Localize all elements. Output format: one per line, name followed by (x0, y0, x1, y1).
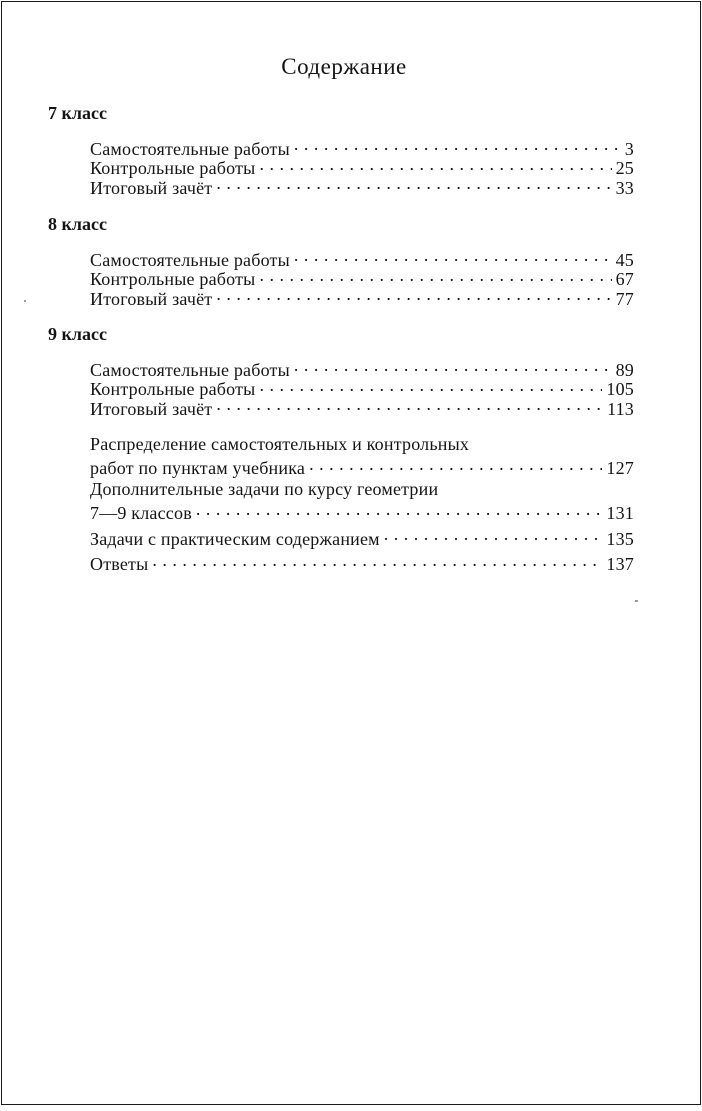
toc-entry (90, 356, 634, 380)
toc-entry (90, 266, 634, 289)
toc-entry-page: 127 (606, 458, 634, 478)
toc-entry-label: Самостоятельные работы (90, 138, 290, 159)
toc-entry-page: 77 (615, 288, 634, 309)
page (1, 1, 701, 1105)
toc-entry-page: 105 (606, 379, 634, 399)
toc-entry-label: Итоговый зачёт (90, 398, 213, 419)
section-heading-7: 7 класс (48, 103, 107, 123)
dot-leader (259, 376, 602, 396)
dot-leader (196, 500, 602, 520)
toc-entry (90, 155, 634, 178)
extra-entries (90, 434, 634, 574)
section-heading-9: 9 класс (48, 324, 107, 344)
toc-entry (90, 525, 634, 549)
page-title: Содержание (281, 54, 407, 79)
toc-entry-label: Самостоятельные работы (90, 249, 290, 270)
toc-entry-line2 (90, 500, 634, 523)
toc-entry-page: 137 (606, 554, 634, 574)
toc-entry-label-line1: Распределение самостоятельных и контрольных (90, 434, 470, 454)
toc-entry-label: Контрольные работы (90, 158, 256, 178)
toc-entry-page: 25 (615, 158, 634, 178)
section-entries-7 (90, 135, 634, 198)
toc-entry (90, 246, 634, 270)
scan-speck (24, 300, 26, 302)
toc-entry-label: Ответы (90, 554, 149, 574)
toc-entry-label: Контрольные работы (90, 379, 256, 399)
dot-leader (294, 246, 612, 266)
dot-leader (259, 155, 611, 175)
toc-entry-label: Самостоятельные работы (90, 359, 290, 380)
toc-entry-multiline (90, 479, 634, 523)
toc-entry-label-line2: 7—9 классов (90, 503, 192, 523)
dot-leader (259, 266, 611, 286)
toc-entry-label: Контрольные работы (90, 269, 256, 289)
dot-leader (294, 356, 612, 376)
scan-speck (635, 600, 638, 602)
dot-leader (384, 525, 603, 545)
toc-entry-line2 (90, 455, 634, 478)
toc-entry-page: 113 (607, 398, 634, 419)
toc-entry (90, 376, 634, 399)
dot-leader (309, 455, 602, 475)
toc-entry-page: 33 (615, 177, 634, 198)
toc-entry-label: Задачи с практическим содержанием (90, 528, 380, 549)
toc-entry-label-line2: работ по пунктам учебника (90, 458, 306, 478)
dot-leader (294, 135, 621, 155)
toc-entry-page: 89 (615, 359, 634, 380)
toc-entry-page: 3 (624, 138, 634, 159)
toc-entry-label: Итоговый зачёт (90, 288, 213, 309)
toc-entry-page: 67 (615, 269, 634, 289)
toc-entry (90, 551, 634, 574)
dot-leader (216, 395, 603, 415)
toc-entry-label-line1: Дополнительные задачи по курсу геометрии (90, 479, 439, 499)
toc-entry (90, 135, 634, 159)
toc-entry-page: 135 (606, 528, 634, 549)
toc-entry-page: 45 (615, 249, 634, 270)
dot-leader (152, 551, 602, 571)
toc-entry-page: 131 (606, 503, 634, 523)
dot-leader (216, 174, 611, 194)
section-heading-8: 8 класс (48, 214, 107, 234)
toc-entry-multiline (90, 434, 634, 478)
section-entries-8 (90, 246, 634, 309)
section-entries-9 (90, 356, 634, 419)
dot-leader (216, 285, 611, 305)
toc-entry-label: Итоговый зачёт (90, 177, 213, 198)
